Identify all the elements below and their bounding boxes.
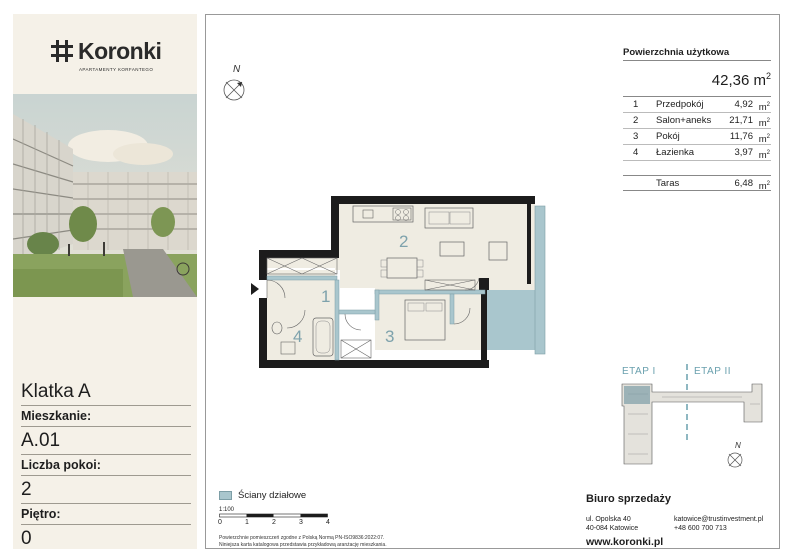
koronki-logo-mark-icon [51, 40, 73, 62]
sidebar [13, 14, 197, 549]
room-label-1: 1 [321, 287, 331, 306]
mieszkanie-value: A.01 [21, 430, 61, 451]
svg-text:N: N [735, 441, 741, 450]
website-link[interactable]: www.koronki.pl [586, 536, 664, 548]
scale-bar: 1:100 0 1 2 3 4 [218, 507, 330, 526]
brand-tagline: APARTAMENTY KORFANTEGO [79, 67, 154, 72]
room-label-2: 2 [399, 232, 409, 251]
area-table [623, 46, 771, 191]
pietro-value: 0 [21, 528, 32, 549]
taras-row: Taras 6,48 $m^2$ [623, 175, 771, 191]
room-label-4: 4 [293, 327, 303, 346]
sales-address-1: ul. Opolska 40 [586, 516, 631, 523]
area-total: 42,36 $m^2$ [623, 60, 771, 90]
legend [219, 490, 306, 501]
north-compass-icon [220, 62, 250, 104]
room-row: 4 Łazienka 3,97 $m^2$ [623, 145, 771, 161]
partition-wall-swatch [219, 491, 232, 500]
site-north-compass-icon [724, 440, 748, 470]
room-row: 3 Pokój 11,76 $m^2$ [623, 129, 771, 145]
sales-address-2: 40-084 Katowice [586, 525, 639, 532]
site-plan [612, 364, 772, 472]
room-row: 1 Przedpokój 4,92 $m^2$ [623, 97, 771, 113]
logo [51, 38, 171, 78]
floor-plan [245, 190, 560, 368]
sales-phone[interactable]: +48 600 700 713 [674, 525, 727, 532]
mieszkanie-label: Mieszkanie: [21, 409, 92, 423]
rooms-list [623, 96, 771, 161]
sales-email[interactable]: katowice@trustinvestment.pl [674, 516, 764, 523]
building-rendering [13, 94, 197, 297]
pokoje-label: Liczba pokoi: [21, 458, 101, 472]
etap-1-label: ETAP I [622, 366, 656, 377]
apartment-info [21, 380, 191, 551]
disclaimer-note: Powierzchnie pomieszczeń zgodne z Polską Normą PN-ISO9836:2022:07. Niniejsza karta katalogowa przedstawia przykładową aranżację mieszkania. [219, 535, 387, 548]
room-row: 2 Salon+aneks 21,71 $m^2$ [623, 113, 771, 129]
north-label: N [233, 64, 241, 75]
sales-office [586, 493, 776, 548]
room-label-3: 3 [385, 327, 395, 346]
sales-title: Biuro sprzedaży [586, 493, 671, 505]
pokoje-value: 2 [21, 479, 32, 500]
brand-name: Koronki [78, 38, 162, 64]
area-header: Powierzchnia użytkowa [623, 47, 730, 58]
klatka-title: Klatka A [21, 381, 91, 402]
etap-2-label: ETAP II [694, 366, 732, 377]
legend-walls-label: Ściany działowe [238, 490, 307, 501]
pietro-label: Piętro: [21, 507, 61, 521]
